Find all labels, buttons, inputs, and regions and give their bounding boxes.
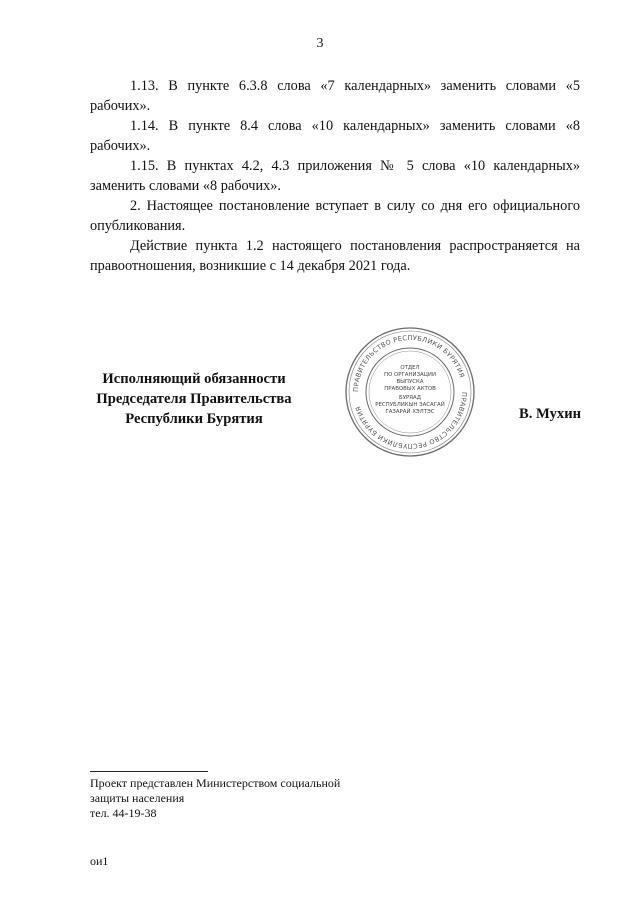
effect-block <box>90 196 580 276</box>
signatory-name: В. Мухин <box>519 406 582 422</box>
effect-paragraph-entry-into-force: 2. Настоящее постановление вступает в силу со дня его официального опубликования. <box>90 198 580 234</box>
amendment-1-13: 1.13. В пункте 6.3.8 слова «7 календарных» заменить словами «5 рабочих». <box>90 78 580 114</box>
amendments-block <box>90 76 580 196</box>
seal-inner-line: ВЫПУСКА <box>396 379 424 385</box>
seal-inner-line: РЕСПУБЛИКЫН ЗАСАГАЙ <box>375 402 445 408</box>
signatory-position-line: Председателя Правительства <box>96 391 292 407</box>
footnote-line: защиты населения <box>90 791 185 805</box>
signatory-position-line: Исполняющий обязанности <box>102 371 286 387</box>
seal-inner-line: ПРАВОВЫХ АКТОВ <box>384 386 436 392</box>
official-seal-stamp <box>343 325 477 459</box>
footnote-phone: тел. 44-19-38 <box>90 806 157 820</box>
page-number: 3 <box>316 36 324 51</box>
footnote <box>90 776 340 821</box>
seal-inner-line: ПО ОРГАНИЗАЦИИ <box>384 372 436 378</box>
seal-outer-text: ПРАВИТЕЛЬСТВО РЕСПУБЛИКИ БУРЯТИЯ <box>351 333 466 393</box>
signatory-position <box>88 369 300 429</box>
seal-inner-line: ГАЗАРАЙ ХЭЛТЭС <box>385 409 435 415</box>
seal-inner-line: БУРЯАД <box>399 395 421 401</box>
document-code: ои1 <box>90 854 109 868</box>
seal-inner-line: ОТДЕЛ <box>400 365 420 371</box>
footnote-divider <box>90 771 208 772</box>
footnote-line: Проект представлен Министерством социальной <box>90 776 341 790</box>
amendment-1-15: 1.15. В пунктах 4.2, 4.3 приложения № 5 слова «10 календарных» заменить словами «8 рабочих». <box>90 158 580 194</box>
effect-paragraph-retroactive: Действие пункта 1.2 настоящего постановления распространяется на правоотношения, возникшие с 14 декабря 2021 года. <box>90 238 580 274</box>
amendment-1-14: 1.14. В пункте 8.4 слова «10 календарных» заменить словами «8 рабочих». <box>90 118 580 154</box>
seal-outer-text-repeat: ПРАВИТЕЛЬСТВО РЕСПУБЛИКИ БУРЯТИЯ <box>354 391 469 451</box>
signatory-position-line: Республики Бурятия <box>125 411 263 427</box>
